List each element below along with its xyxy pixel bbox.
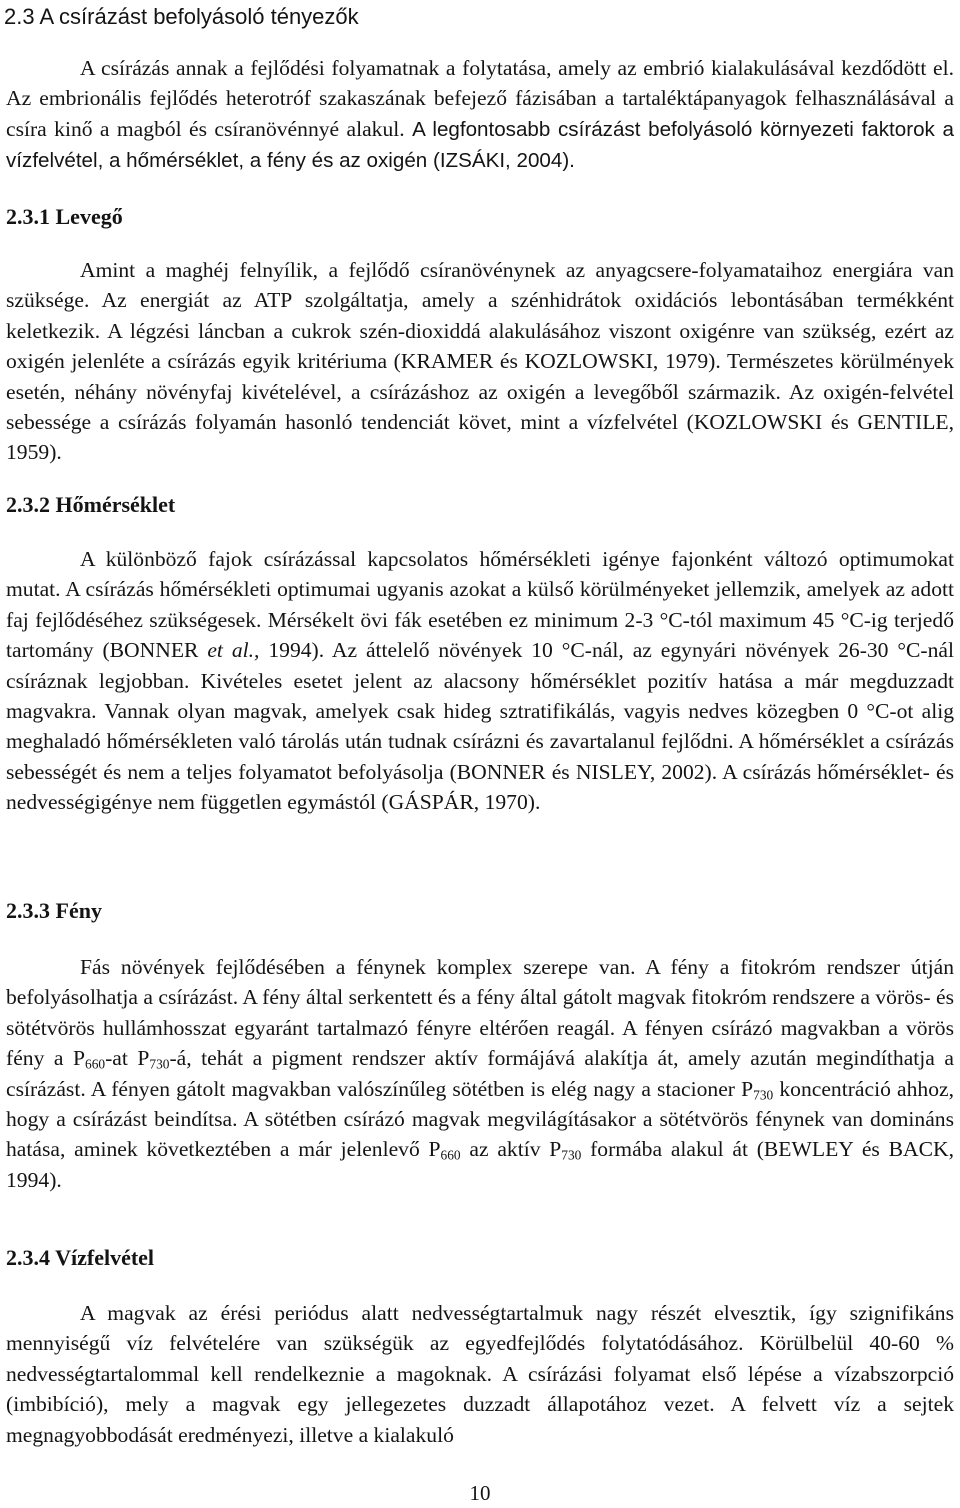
paragraph-feny — [6, 952, 954, 1195]
section-heading: 2.3 A csírázást befolyásoló tényezők — [4, 4, 359, 29]
intro-text-sans: A legfontosabb csírázást befolyásoló környezeti faktorok a vízfelvétel, a hőmérséklet, a fény és az oxigén (IZSÁKI, 2004). — [6, 117, 954, 173]
subscript-730: 730 — [753, 1086, 774, 1102]
subscript-730: 730 — [149, 1056, 170, 1072]
feny-text-4: koncentráció ahhoz, hogy a csírázást beindítsa. A sötétben csírázó magvak megvilágításakor a sötétvörös fénynek van domináns hatása, aminek következtében a már jelenlevő P — [6, 1076, 954, 1162]
homerseklet-text-b: 1994). Az áttelelő növények 10 °C-nál, az egynyári növények 26-30 °C-nál csíráznak legjobban. Kivételes esetet jelent az alacsony hőmérséklet pozitív hatása a már megduzzadt magvakra. Vannak olyan magvak, amelyek csak hideg sztratifikálás, vagyis nedves közegben 0 °C-ot alig meghaladó hőmérsékleten való tárolás után tudnak csírázni és zavartalanul fejlődni. A hőmérséklet a csírázás sebességét és nem a teljes folyamatot befolyásolja (BONNER és NISLEY, 2002). A csírázás hőmérséklet- és nedvességigénye nem független egymástól (GÁSPÁR, 1970). — [6, 638, 954, 815]
subscript-660: 660 — [440, 1147, 461, 1163]
subheading-homerseklet: 2.3.2 Hőmérséklet — [6, 492, 176, 517]
subheading-levego: 2.3.1 Levegő — [6, 204, 123, 229]
feny-text-1: Fás növények fejlődésében a fénynek komplex szerepe van. A fény a fitokróm rendszer útján befolyásolhatja a csírázást. A fény által serkentett és a fény által gátolt magvak fitokróm rendszere a vörös- és sötétvörös hullámhosszat egyaránt tartalmazó fényre eltérően reagál. A fényen csírázó magvakban a vörös fény a P — [6, 955, 954, 1071]
intro-paragraph — [6, 53, 954, 177]
et-al-italic: et al., — [207, 638, 260, 663]
feny-text-5: az aktív P — [460, 1137, 562, 1162]
subscript-660: 660 — [85, 1056, 106, 1072]
subheading-vizfelvetel: 2.3.4 Vízfelvétel — [6, 1245, 155, 1270]
paragraph-vizfelvetel: A magvak az érési periódus alatt nedvességtartalmuk nagy részét elvesztik, így szignifikáns mennyiségű víz felvételére van szükségük az egyedfejlődés folytatódásához. Körülbelül 40-60 % nedvességtartalommal kell rendelkeznie a magoknak. A csírázási folyamat első lépése a vízabszorpció (imbibíció), mely a magvak egy jellegezetes duzzadt állapotához vezet. A felvett víz a sejtek megnagyobbodását eredményezi, illetve a kialakuló — [6, 1301, 954, 1447]
paragraph-homerseklet — [6, 544, 954, 818]
paragraph-levego: Amint a maghéj felnyílik, a fejlődő csíranövénynek az anyagcsere-folyamataihoz energiára van szüksége. Az energiát az ATP szolgáltatja, amely a szénhidrátok oxidációs lebontásában termékként keletkezik. A légzési láncban a cukrok szén-dioxiddá alakulásához viszont oxigénre van szükség, ezért az oxigén jelenléte a csírázás egyik kritériuma (KRAMER és KOZLOWSKI, 1979). Természetes körülmények esetén, néhány növényfaj kivételével, a csírázáshoz az oxigén a levegőből származik. Az oxigén-felvétel sebessége a csírázás folyamán hasonló tendenciát követ, mint a vízfelvétel (KOZLOWSKI és GENTILE, 1959). — [6, 258, 954, 465]
homerseklet-text-a: A különböző fajok csírázással kapcsolatos hőmérsékleti igénye fajonként változó optimumokat mutat. A csírázás hőmérsékleti optimumai ugyanis azokat a külső körülményeket jellemzik, amelyek az adott faj fejlődéséhez szükségesek. Mérsékelt övi fák esetében ez minimum 2-3 °C-tól maximum 45 °C-ig terjedő tartomány (BONNER — [6, 547, 954, 663]
feny-text-6: formába alakul át (BEWLEY és BACK, 1994). — [6, 1137, 954, 1192]
subheading-feny: 2.3.3 Fény — [6, 898, 102, 923]
feny-text-2: -at P — [105, 1046, 150, 1071]
page-number: 10 — [469, 1481, 491, 1505]
feny-text-3: -á, tehát a pigment rendszer aktív formájává alakítja át, amely azután megindíthatja a csírázást. A fényen gátolt magvakban valószínűleg sötétben is elég nagy a stacioner P — [6, 1046, 954, 1101]
subscript-730: 730 — [561, 1147, 582, 1163]
intro-text-serif: A csírázás annak a fejlődési folyamatnak a folytatása, amely az embrió kialakulásával kezdődött el. Az embrionális fejlődés heterotróf szakaszának befejező fázisában a tartaléktápanyagok felhasználásával a csíra kinő a magból és csíranövénnyé alakul. — [6, 56, 954, 141]
